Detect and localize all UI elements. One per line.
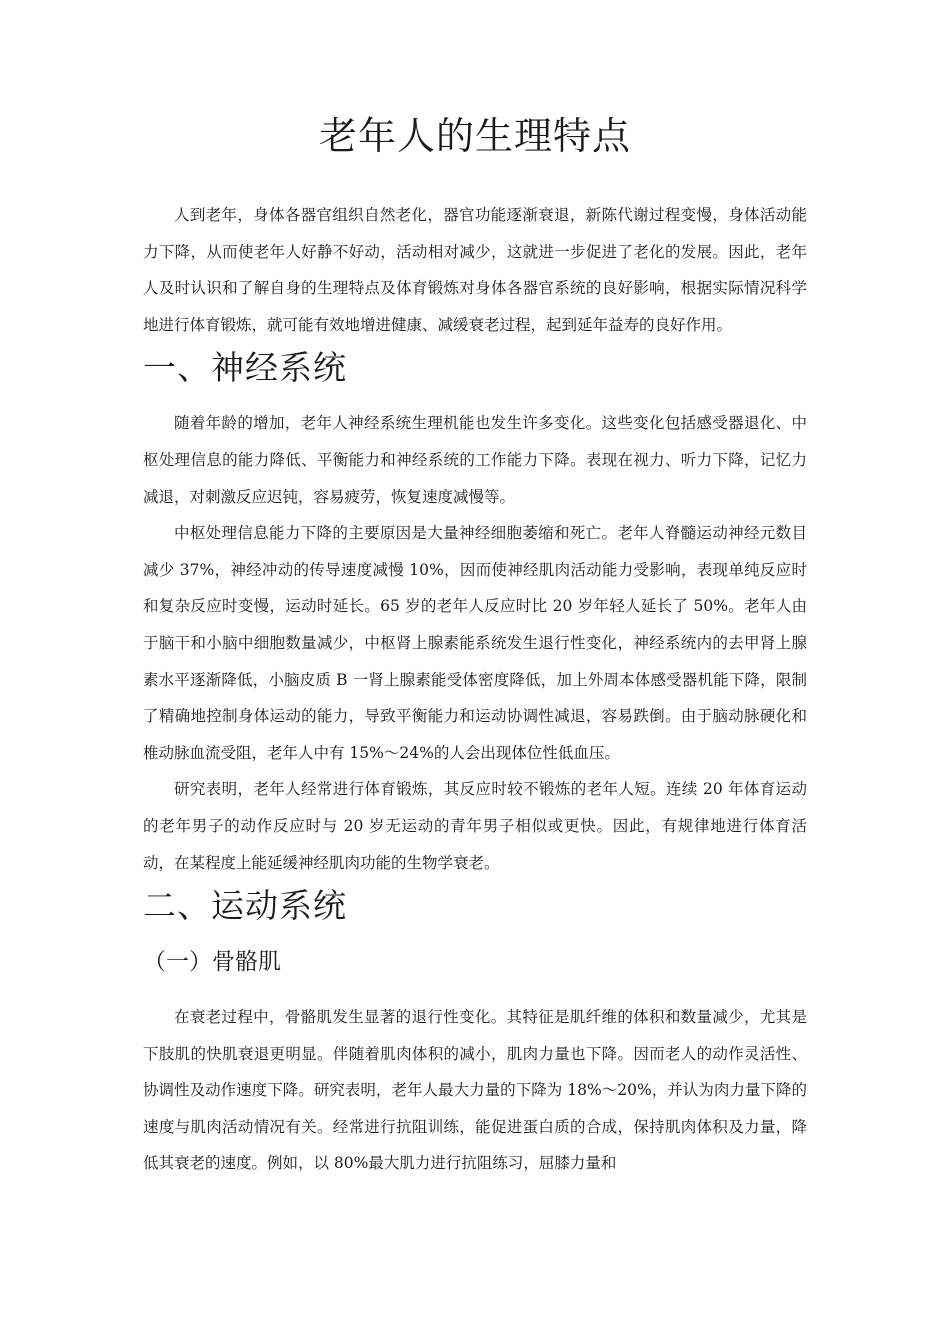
spacer [143,169,807,197]
skeletal-muscle-paragraph-1: 在衰老过程中，骨骼肌发生显著的退行性变化。其特征是肌纤维的体积和数量减少，尤其是下肢肌的快肌衰退更明显。伴随着肌肉体积的减小，肌肉力量也下降。因而老人的动作灵活性、协调性及动作速度下降。研究表明，老年人最大力量的下降为 18%～20%，并认为肉力量下降的速度与肌肉活动情况有关。经常进行抗阻训练，能促进蛋白质的合成，保持肌肉体积及力量，降低其衰老的速度。例如，以 80%最大肌力进行抗阻练习，屈膝力量和 [143,1008,807,1173]
intro-paragraph: 人到老年，身体各器官组织自然老化，器官功能逐渐衰退，新陈代谢过程变慢，身体活动能力下降，从而使老年人好静不好动，活动相对减少，这就进一步促进了老化的发展。因此，老年人及时认识和了解自身的生理特点及体育锻炼对身体各器官系统的良好影响，根据实际情况科学地进行体育锻炼，就可能有效地增进健康、减缓衰老过程，起到延年益寿的良好作用。 [143,206,807,334]
subsection-heading-skeletal-muscle: （一）骨骼肌 [143,949,281,976]
section-heading-motor-system: 二、运动系统 [143,886,347,926]
section-heading-nervous-system: 一、神经系统 [143,348,347,388]
spacer [143,393,807,405]
document-title: 老年人的生理特点 [318,114,631,158]
document-body [143,103,807,1182]
nervous-system-paragraph-2: 中枢处理信息能力下降的主要原因是大量神经细胞萎缩和死亡。老年人脊髓运动神经元数目减少 37%，神经冲动的传导速度减慢 10%，因而使神经肌肉活动能力受影响，表现单纯反应时和复杂反应时变慢，运动时延长。65 岁的老年人反应时比 20 岁年轻人延长了 50%。老年人由于脑干和小脑中细胞数量减少，中枢肾上腺素能系统发生退行性变化，神经系统内的去甲肾上腺素水平逐渐降低，小脑皮质 B 一肾上腺素能受体密度降低，加上外周本体感受器机能下降，限制了精确地控制身体运动的能力，导致平衡能力和运动协调性减退，容易跌倒。由于脑动脉硬化和椎动脉血流受阻，老年人中有 15%～24%的人会出现体位性低血压。 [143,524,807,762]
nervous-system-paragraph-3: 研究表明，老年人经常进行体育锻炼，其反应时较不锻炼的老年人短。连续 20 年体育运动的老年男子的动作反应时与 20 岁无运动的青年男子相似或更快。因此，有规律地进行体育活动，在某程度上能延缓神经肌肉功能的生物学衰老。 [143,780,807,872]
nervous-system-paragraph-1: 随着年龄的增加，老年人神经系统生理机能也发生许多变化。这些变化包括感受器退化、中枢处理信息的能力降低、平衡能力和神经系统的工作能力下降。表现在视力、听力下降，记忆力减退，对刺激反应迟钝，容易疲劳，恢复速度减慢等。 [143,414,807,506]
